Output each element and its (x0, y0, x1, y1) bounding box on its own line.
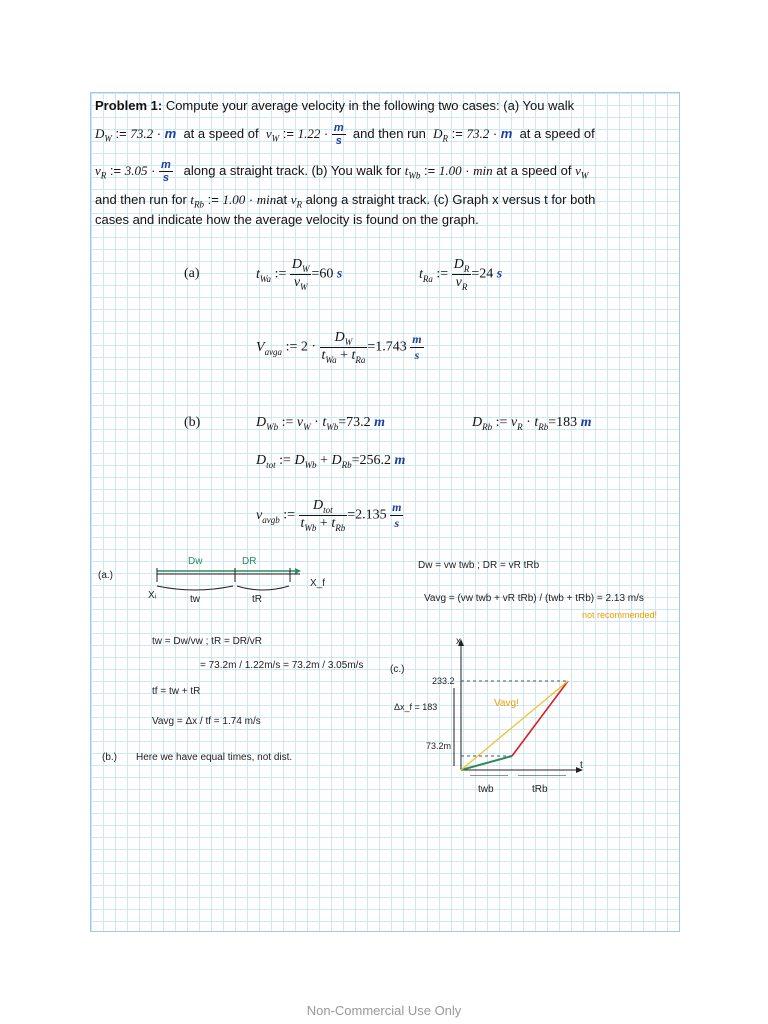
unit-m: m (580, 415, 592, 430)
hw-r1: Dw = vw twb ; DR = vR tRb (418, 560, 540, 571)
hw-b-text: Here we have equal times, not dist. (136, 752, 293, 763)
hw-xi: Xᵢ (148, 590, 157, 601)
hw-tw: tw (190, 594, 200, 605)
unit-m: m (374, 415, 385, 430)
unit-s: s (394, 515, 400, 530)
part-b-label: (b) (184, 415, 201, 430)
hw-note: not recommended! (582, 610, 658, 620)
vavgb-equation: $v_{avgb}$ := $\frac{D_{tot}}{t_{Wb} + t_{Rb}}$ =2.135 $\frac{m}{s}$ (256, 498, 402, 533)
text: and then run (352, 125, 426, 141)
text: at a speed of (183, 125, 259, 141)
hw-y-top: 233.2 (432, 676, 455, 686)
problem-text: Compute your average velocity in the following two cases: (a) You walk (165, 98, 575, 113)
hw-dx: Δx_f = 183 (394, 702, 438, 712)
unit-m: m (392, 499, 402, 514)
footer-watermark: Non-Commercial Use Only (306, 1003, 462, 1018)
vavgb-value: =2.135 (347, 507, 387, 523)
text: along a straight track. (b) You walk for (183, 162, 402, 178)
drb-value: =183 (548, 415, 578, 430)
avg-velocity-line (461, 681, 568, 770)
dtot-value: =256.2 (351, 453, 391, 468)
problem-line-3: $v_R$ := 3.05 · $\frac{m}{s}$ along a straight track. (b) You walk for $t_{Wb}$ := 1.00 · min at a speed of $v_W$ (95, 159, 589, 184)
dwb-equation: $D_{Wb}$ := $v_W \cdot t_{Wb}=73.2$ m (256, 415, 385, 432)
hw-c-label: (c.) (390, 664, 405, 675)
trb-value: 1.00 (222, 192, 246, 207)
problem-label: Problem 1: (95, 98, 163, 113)
unit-s: s (496, 266, 503, 282)
problem-line-4: and then run for $t_{Rb}$ := 1.00 · minat $v_R$ along a straight track. (c) Graph x versus t for both (95, 192, 596, 210)
text: cases and indicate how the average velocity is found on the graph. (95, 212, 479, 227)
hw-eq4: Vavg = Δx / tf = 1.74 m/s (152, 716, 261, 727)
hw-r2: Vavg = (vw twb + vR tRb) / (twb + tRb) = 2.13 m/s (424, 593, 644, 604)
problem-line-5 (95, 211, 479, 229)
text: at (276, 192, 288, 207)
unit-s: s (162, 172, 169, 184)
dtot-equation: $D_{tot}$ := $D_{Wb} + D_{Rb}=256.2$ m (256, 453, 406, 470)
hw-eq1: tw = Dw/vw ; tR = DR/vR (152, 636, 263, 647)
part-a-label: (a) (184, 266, 200, 281)
text: and then run for (95, 192, 187, 207)
hw-dr: DR (242, 556, 257, 567)
text: along a straight track. (c) Graph x versus t for both (305, 192, 596, 207)
tra-value: =24 (471, 266, 494, 282)
hw-x-axis: x (456, 636, 461, 647)
twa-equation: $t_{Wa}$ := $\frac{D_W}{v_W}$ =60 s (256, 257, 343, 292)
hw-eq3: tf = tw + tR (152, 686, 201, 697)
hw-eq2: = 73.2m / 1.22m/s = 73.2m / 3.05m/s (200, 660, 364, 671)
hw-trb: tRb (532, 784, 548, 795)
text: at a speed of (519, 125, 595, 141)
drb-equation: $D_{Rb}$ := $v_R \cdot t_{Rb}=183$ m (472, 415, 592, 432)
hw-b-label: (b.) (102, 752, 117, 763)
text: at a speed of (496, 162, 572, 178)
unit-min: min (256, 192, 277, 207)
twb-value: 1.00 (438, 162, 462, 178)
problem-line-2: $D_W$ := 73.2 · m at a speed of $v_W$ := 1.22 · $\frac{m}{s}$ and then run $D_R$ := 73.2 · m at a speed of (95, 122, 595, 147)
vavga-value: =1.743 (367, 339, 407, 355)
unit-m: m (412, 331, 422, 346)
unit-min: min (473, 162, 493, 178)
dwb-value: =73.2 (338, 415, 371, 430)
twa-value: =60 (311, 266, 334, 282)
hw-a-label: (a.) (98, 570, 113, 581)
unit-s: s (335, 135, 342, 147)
unit-m: m (333, 122, 344, 134)
unit-s: s (414, 347, 420, 362)
hw-tr: tR (252, 594, 262, 605)
tra-equation: $t_{Ra}$ := $\frac{D_R}{v_R}$ =24 s (419, 257, 503, 292)
unit-m: m (161, 159, 171, 171)
vavga-equation: $V_{avga}$ := 2 · $\frac{D_W}{t_{Wa} + t_{Ra}}$ =1.743 $\frac{m}{s}$ (256, 330, 422, 365)
dw-value: 73.2 (130, 125, 154, 141)
unit-s: s (336, 266, 343, 282)
problem-line-1 (95, 97, 574, 115)
hw-t-axis: t (580, 760, 583, 771)
unit-m: m (500, 125, 513, 141)
vw-value: 1.22 (297, 125, 321, 141)
hw-vavg: Vavg! (494, 698, 519, 709)
hw-twb: twb (478, 784, 494, 795)
vr-value: 3.05 (124, 162, 148, 178)
run-segment (512, 681, 568, 756)
dr-value: 73.2 (466, 125, 490, 141)
hw-dw: Dw (188, 556, 203, 567)
unit-m: m (394, 453, 406, 468)
unit-m: m (164, 125, 177, 141)
hw-xf: X_f (310, 578, 326, 589)
hw-y-mid: 73.2m (426, 741, 452, 751)
